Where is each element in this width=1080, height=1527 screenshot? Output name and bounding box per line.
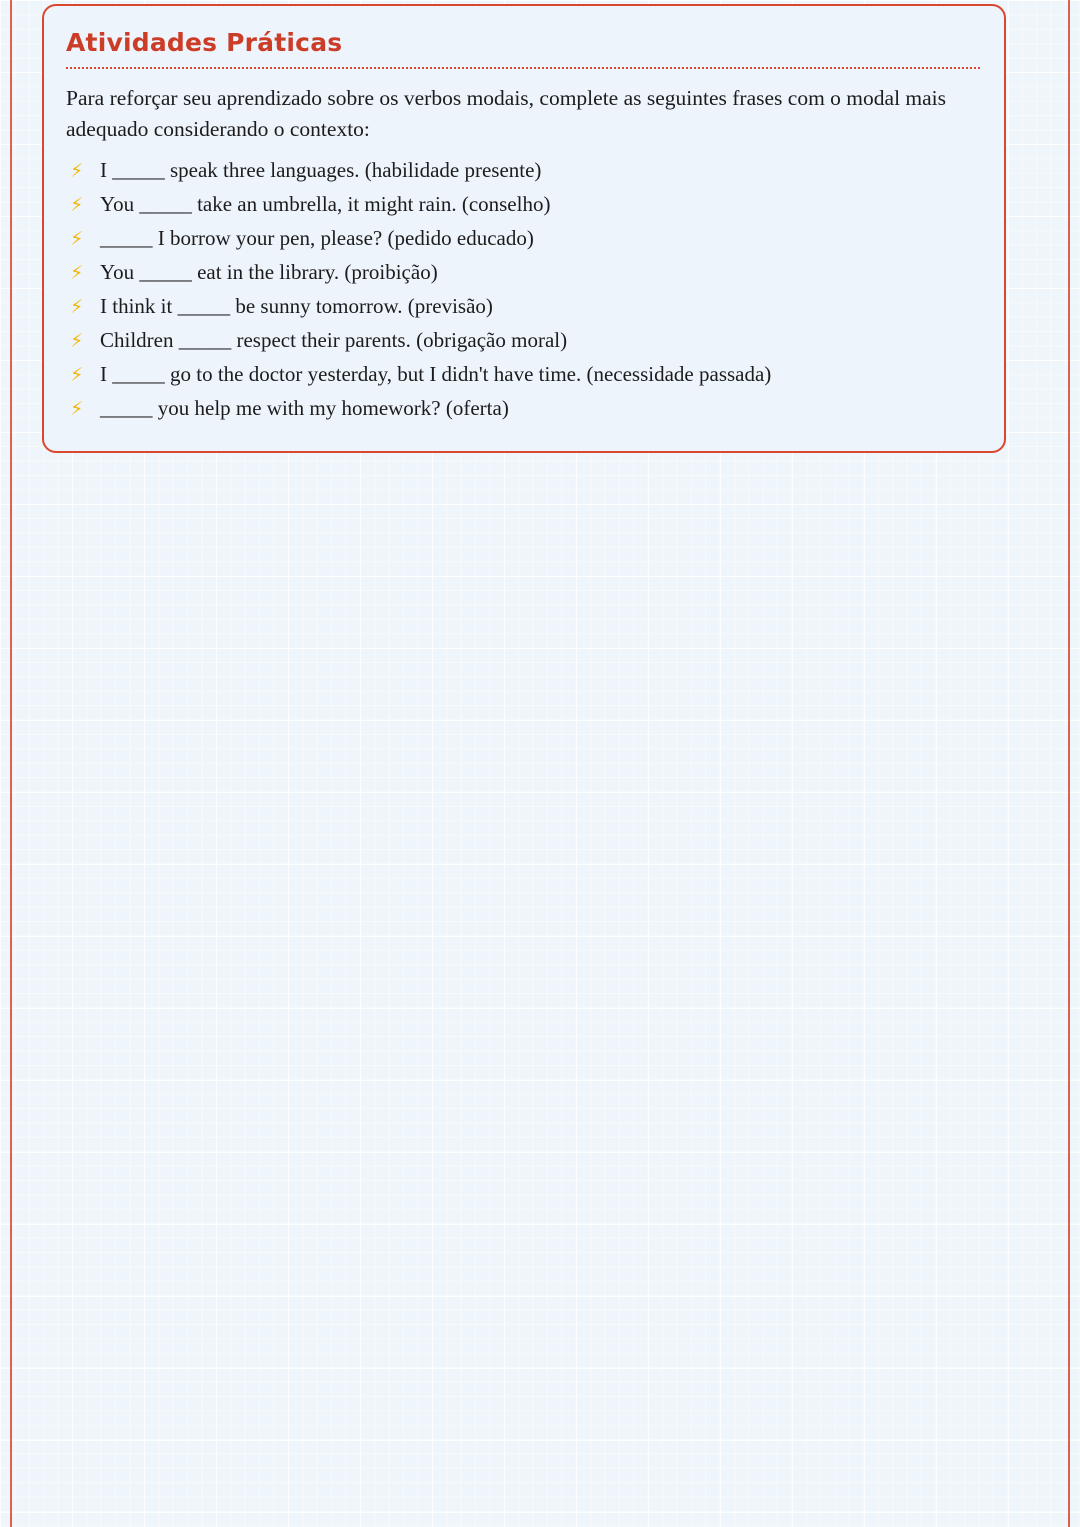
lightning-bolt-icon: ⚡ [70,398,84,421]
activity-list [66,153,980,425]
list-item-text: _____ I borrow your pen, please? (pedido educado) [100,226,534,251]
right-margin-rule [1068,0,1070,1527]
list-item [66,187,980,221]
practical-activities-box [42,4,1006,453]
list-item-text: Children _____ respect their parents. (obrigação moral) [100,328,568,353]
list-item-text: You _____ take an umbrella, it might rain. (conselho) [100,192,551,217]
list-item [66,153,980,187]
list-item-text: You _____ eat in the library. (proibição) [100,260,438,285]
activity-instructions: Para reforçar seu aprendizado sobre os verbos modais, complete as seguintes frases com o modal mais adequado considerando o contexto: [66,86,947,142]
lightning-bolt-icon: ⚡ [70,296,84,319]
lightning-bolt-icon: ⚡ [70,330,84,353]
lightning-bolt-icon: ⚡ [70,194,84,217]
lightning-bolt-icon: ⚡ [70,262,84,285]
list-item [66,289,980,323]
list-item [66,221,980,255]
list-item [66,323,980,357]
list-item-text: I _____ go to the doctor yesterday, but I didn't have time. (necessidade passada) [100,362,772,387]
list-item-text: _____ you help me with my homework? (oferta) [100,396,509,421]
lightning-bolt-icon: ⚡ [70,364,84,387]
lightning-bolt-icon: ⚡ [70,160,84,183]
list-item [66,391,980,425]
page-title: Atividades Práticas [66,28,980,69]
list-item [66,357,980,391]
list-item-text: I _____ speak three languages. (habilidade presente) [100,158,542,183]
list-item-text: I think it _____ be sunny tomorrow. (previsão) [100,294,493,319]
list-item [66,255,980,289]
left-margin-rule [10,0,12,1527]
lightning-bolt-icon: ⚡ [70,228,84,251]
